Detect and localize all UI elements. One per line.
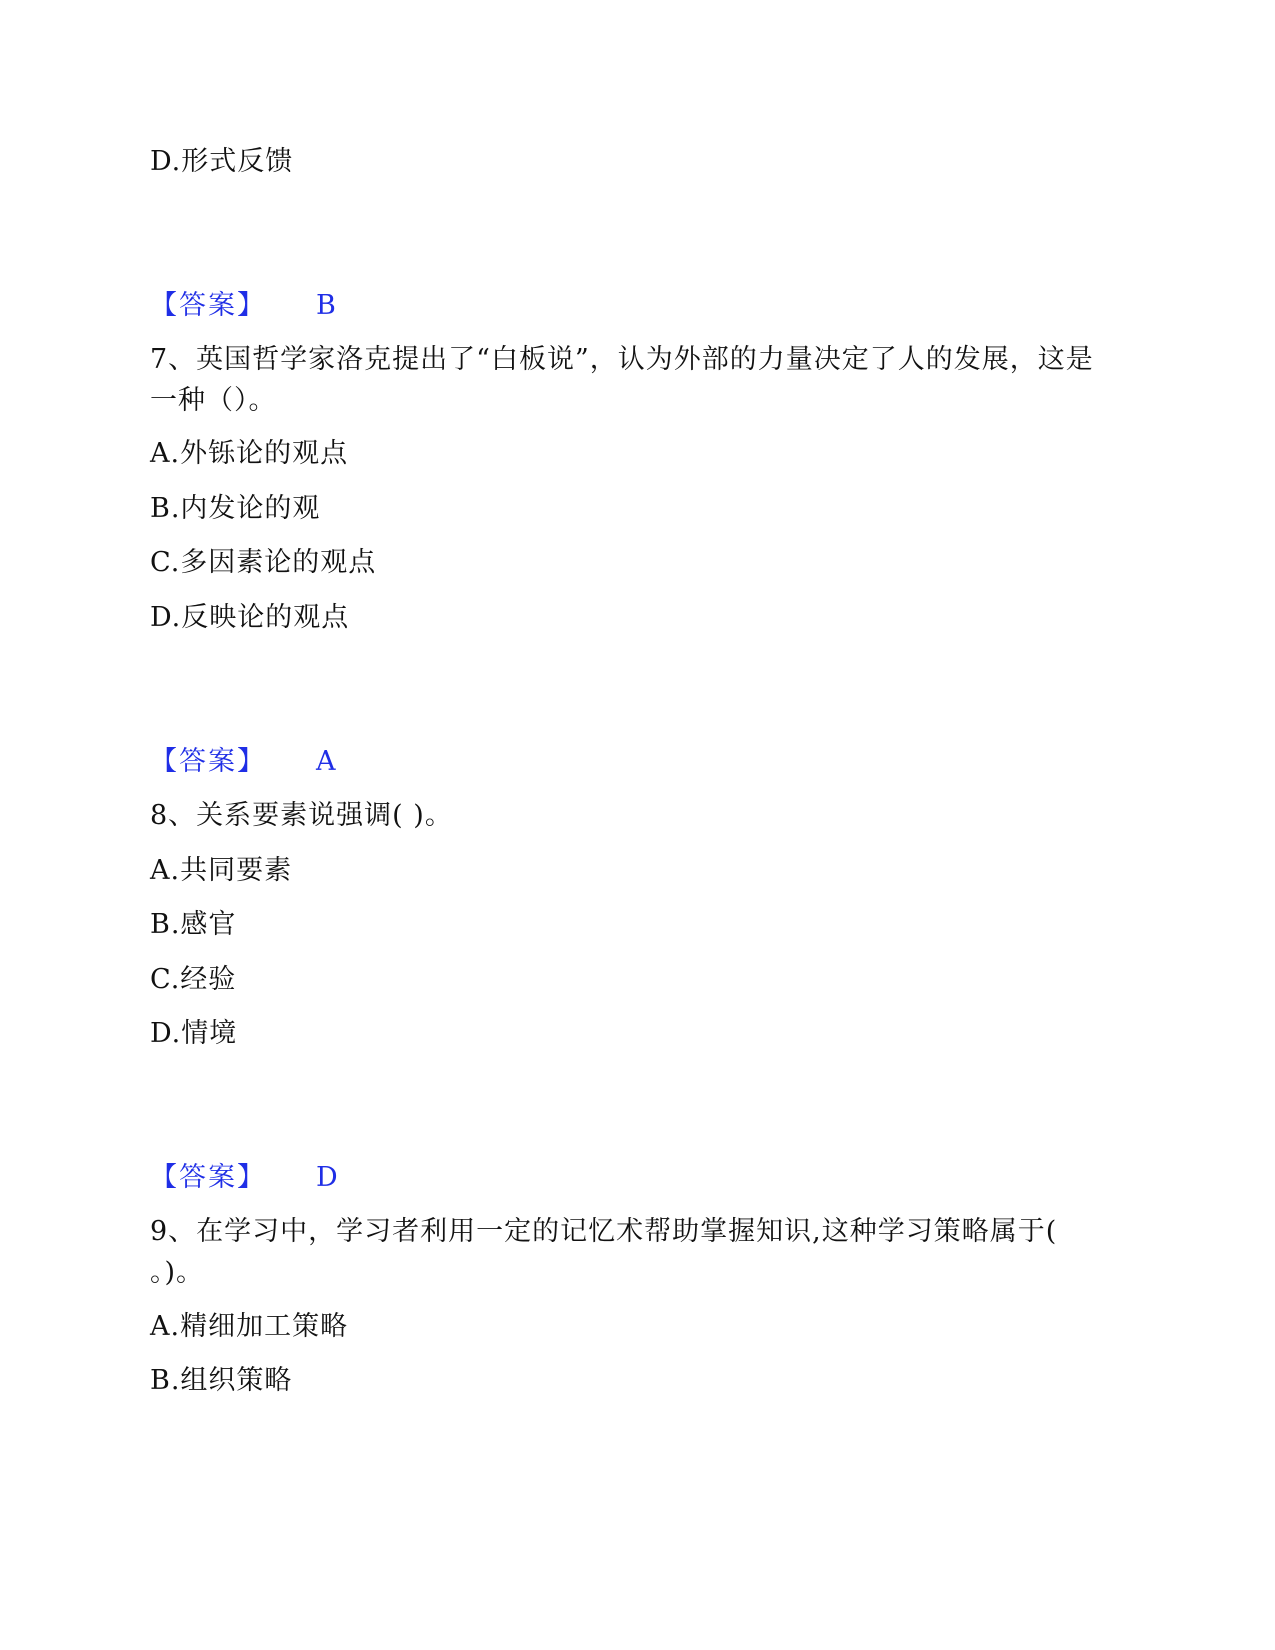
answer-label: 【答案】 bbox=[150, 1162, 266, 1193]
q8-question: 8、关系要素说强调( )。 bbox=[150, 800, 453, 831]
q7-option-c: C.多因素论的观点 bbox=[150, 547, 377, 578]
q9-option-b: B.组织策略 bbox=[150, 1365, 293, 1396]
q7-question-line1: 7、英国哲学家洛克提出了“白板说”，认为外部的力量决定了人的发展，这是 bbox=[150, 344, 1094, 375]
q8-option-c: C.经验 bbox=[150, 964, 237, 995]
q8-answer bbox=[150, 1161, 338, 1195]
q9-option-a: A.精细加工策略 bbox=[150, 1311, 349, 1342]
q8-option-d: D.情境 bbox=[150, 1018, 238, 1049]
q9-question-line2: 。)。 bbox=[150, 1257, 205, 1288]
q7-question-line2: 一种（）。 bbox=[150, 385, 277, 416]
answer-label: 【答案】 bbox=[150, 290, 266, 321]
q7-option-b: B.内发论的观 bbox=[150, 493, 321, 524]
answer-label: 【答案】 bbox=[150, 746, 266, 777]
q6-option-d: D.形式反馈 bbox=[150, 146, 294, 177]
q8-option-a: A.共同要素 bbox=[150, 855, 293, 886]
answer-value: B bbox=[316, 290, 336, 321]
q6-answer bbox=[150, 289, 336, 323]
answer-value: A bbox=[316, 746, 336, 777]
q8-option-b: B.感官 bbox=[150, 909, 237, 940]
q7-option-d: D.反映论的观点 bbox=[150, 602, 350, 633]
q7-option-a: A.外铄论的观点 bbox=[150, 438, 349, 469]
answer-value: D bbox=[316, 1162, 338, 1193]
q7-answer bbox=[150, 745, 336, 779]
q9-question-line1: 9、在学习中，学习者利用一定的记忆术帮助掌握知识,这种学习策略属于( bbox=[150, 1216, 1058, 1247]
